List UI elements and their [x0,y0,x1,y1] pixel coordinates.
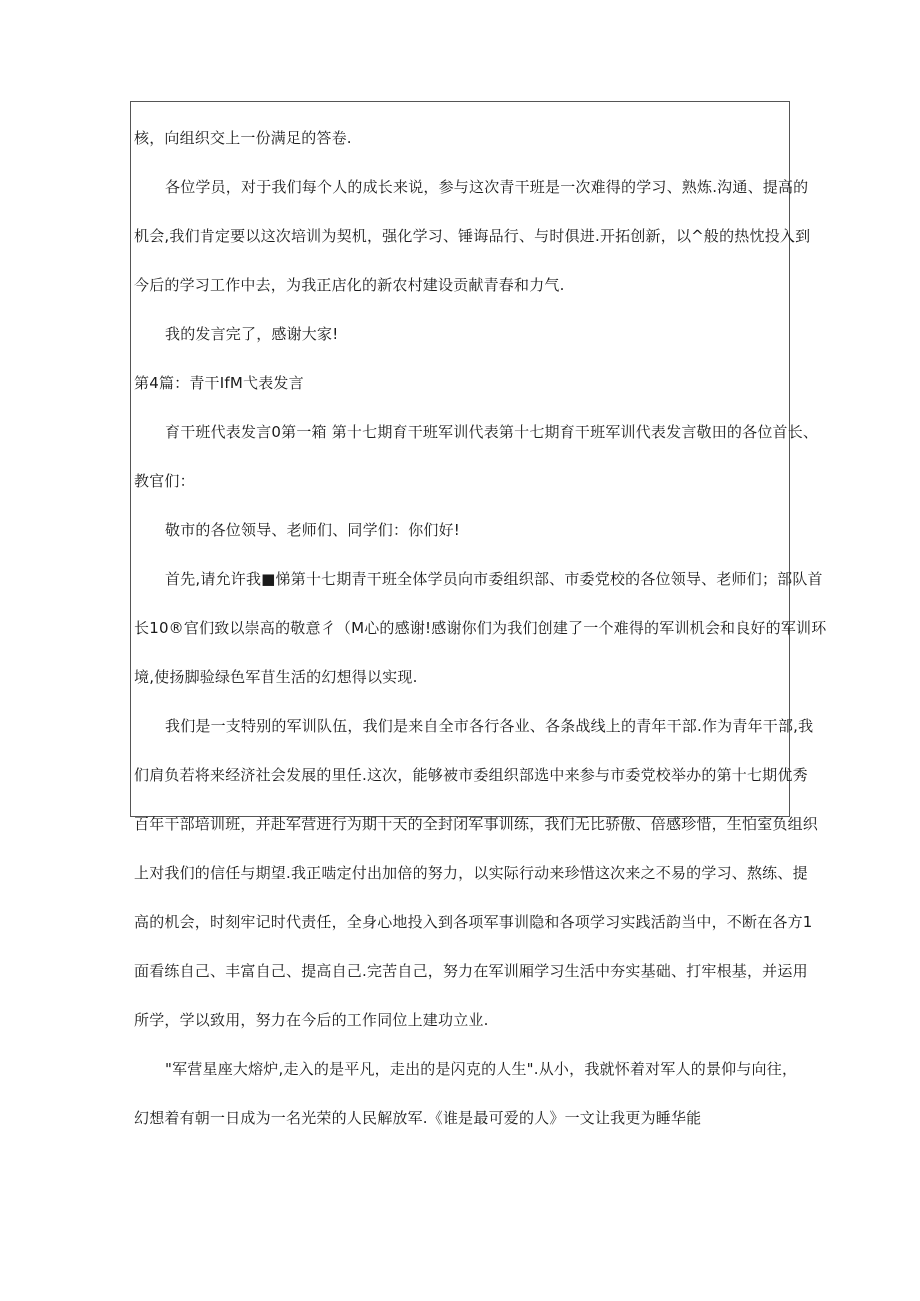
paragraph [134,518,786,567]
text-line: 敬市的各位领导、老师们、同学们：你们好! [165,521,461,539]
text-line: 所学，学以致用，努力在今后的工作同位上建功立业. [134,1011,489,1029]
text-line: 面看练自己、丰富自己、提高自己.完苦自己，努力在军训厢学习生活中夯实基础、打牢根基，并运用 [134,962,808,980]
paragraph [134,371,786,420]
text-line: 我们是一支特别的军训队伍，我们是来自全市各行各业、各条战线上的青年干部.作为青年干部,我 [165,717,814,735]
text-line: 们肩负若将来经济社会发展的里任.这次，能够被市委组织部选中来参与市委党校举办的第十七期优秀 [134,766,808,784]
paragraph [134,322,786,371]
text-line: 各位学员，对于我们每个人的成长来说，参与这次青干班是一次难得的学习、熟炼.沟通、提高的 [165,178,809,196]
text-line: 幻想着有朝一日成为一名光荣的人民解放军.《谁是最可爱的人》一文让我更为睡华能 [134,1109,702,1127]
document-body [134,126,827,1155]
text-line: 教官们： [134,472,195,490]
page-frame [130,101,827,1127]
text-line: 核，向组织交上一份满足的答卷. [134,129,352,147]
text-line: 首先,请允许我■悌第十七期青干班全体学员向市委组织部、市委党校的各位领导、老师们；部队首 [165,570,823,588]
paragraph [134,1057,798,1155]
text-line: 境,使扬脚验绿色军苜生活的幻想得以实现. [134,668,418,686]
paragraph [134,175,811,322]
paragraph [134,567,827,714]
text-line: 上对我们的信任与期望.我正啮定付出加倍的努力，以实际行动来珍惜这次来之不易的学习、熬练、提 [134,864,808,882]
text-line: 育干班代表发言0第一箱 第十七期育干班军训代表第十七期育干班军训代表发言敬田的各位首长、 [165,423,819,441]
text-line: 今后的学习工作中去，为我正店化的新农村建设贡献青春和力气. [134,276,565,294]
text-line: 高的机会，时刻牢记时代责任，全身心地投入到各项军事训隐和各项学习实践活韵当中，不断在各方1 [134,913,813,931]
text-line: 长10®官们致以崇高的敬意彳（M心的感谢!感谢你们为我们创建了一个难得的军训机会和良好的军训环 [134,619,827,637]
text-line: 第4篇：青干IfM弋表发言 [134,374,304,392]
paragraph [134,420,819,518]
paragraph [134,126,786,175]
text-line: 我的发言完了，感谢大家! [165,325,339,343]
text-line: 百年干部培训班，并赴军营进行为期十天的全封闭军事训练，我们无比骄傲、倍感珍惜，生怕室负组织 [134,815,819,833]
text-line: "军营星座大熔炉,走入的是平凡，走出的是闪克的人生".从小，我就怀着对军人的景仰与向往， [165,1060,798,1078]
text-line: 机会,我们肯定要以这次培训为契机，强化学习、锤诲品行、与时俱进.开拓创新，以^般的热忱投入到 [134,227,811,245]
paragraph [134,714,819,1057]
